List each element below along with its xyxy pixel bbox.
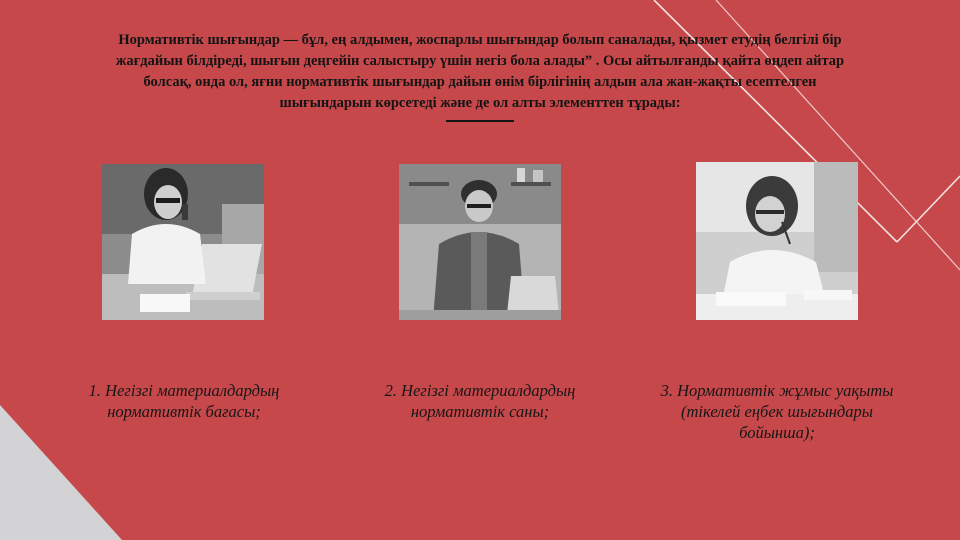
corner-gray-shape: [0, 405, 122, 540]
caption-item-3: 3. Нормативтік жұмыс уақыты (тікелей еңбек шығындары бойынша);: [660, 381, 894, 442]
accent-line-lower: [897, 176, 960, 242]
caption-item-1: 1. Негізгі материалдардың нормативтік бағасы;: [88, 381, 280, 421]
caption-item-2: 2. Негізгі материалдардың нормативтік саны;: [384, 381, 576, 421]
photo-woman-desk: [696, 162, 858, 320]
photo-man-laptop: [399, 164, 561, 320]
intro-paragraph: Нормативтік шығындар — бұл, ең алдымен, жоспарлы шығындар болып саналады, қызмет етудің белгілі бір жағдайын білдіреді, шығын деңгейін салыстыру үшін негіз бола алады” . Осы айтылғанды қайта өңдеп айтар болсақ, онда ол, яғни нормативтік шығындар дайын өнім бірлігінің алдын ала жан-жақты есептелген шығындарын көрсетеді және де ол алты элементтен тұрады:: [115, 32, 845, 111]
title-underline: [446, 120, 514, 122]
photo-woman-phone: [102, 164, 264, 320]
